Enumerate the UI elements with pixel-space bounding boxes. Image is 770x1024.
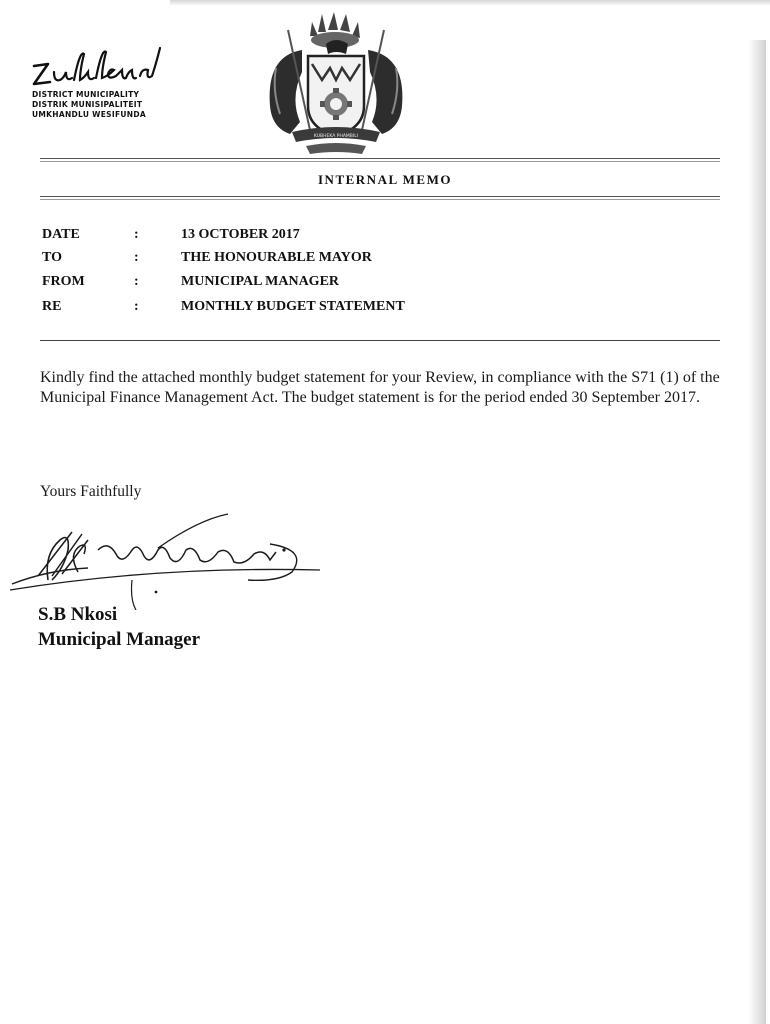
zululand-logo [28,40,198,130]
coat-of-arms [262,10,410,160]
fields-divider [40,340,720,341]
field-to-label: TO [42,250,62,265]
field-from-label: FROM [42,274,85,289]
field-date-value: 13 OCTOBER 2017 [181,227,300,242]
closing-line: Yours Faithfully [40,483,142,500]
org-line: DISTRICT MUNICIPALITY [32,90,140,99]
scan-top-edge [170,0,770,6]
field-separator: : [134,250,139,265]
field-from-value: MUNICIPAL MANAGER [181,274,340,289]
field-separator: : [134,299,139,314]
field-re-label: RE [42,299,62,314]
header-divider [40,158,720,159]
signature [8,510,328,610]
title-divider [40,196,720,197]
org-line: UMKHANDLU WESIFUNDA [32,110,146,119]
org-line: DISTRIK MUNISIPALITEIT [32,100,143,109]
field-separator: : [134,227,139,242]
field-to-value: THE HONOURABLE MAYOR [181,250,372,265]
crest-motto: KUBHEKA PHAMBILI [313,134,359,139]
signatory-title: Municipal Manager [38,629,201,650]
zululand-script-logo [28,40,198,92]
field-separator: : [134,274,139,289]
memo-title: INTERNAL MEMO [318,172,452,187]
memo-body: Kindly find the attached monthly budget statement for your Review, in compliance with the S71 (1) of the Municipal Finance Management Act. The budget statement is for the period ended 30 September 2017. [40,369,720,406]
field-re-value: MONTHLY BUDGET STATEMENT [181,299,405,314]
signatory-name: S.B Nkosi [38,604,118,625]
field-date-label: DATE [42,227,80,242]
